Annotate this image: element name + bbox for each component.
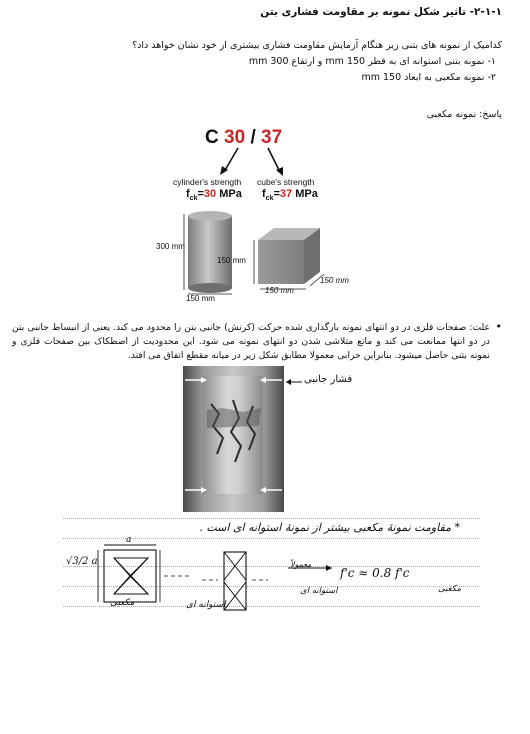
answer-text: پاسخ: نمونه مکعبی <box>426 109 502 120</box>
cyl-arrow <box>224 148 238 172</box>
dim-cyl-diameter: 150 mm <box>186 294 215 303</box>
hand-formula-sub-right: مکعبی <box>438 584 461 594</box>
handwritten-note: * مقاومت نمونۀ مکعبی بیشتر از نمونۀ استوانه ای است . <box>199 521 460 534</box>
specimen-photo <box>183 366 284 512</box>
dim-cube-width: 150 mm <box>265 286 294 295</box>
cube-strength: $f_{ck}=37$ MPa <box>262 188 318 203</box>
hand-left-label: √3/2 a <box>66 556 98 567</box>
hand-formula-sub-left: استوانه ای <box>300 586 338 596</box>
bullet-dot: • <box>495 320 502 333</box>
question-text: کدامیک از نمونه های بتنی زیر هنگام آزمایش مقاومت فشاری بیشتری از خود نشان خواهد داد؟ <box>132 40 502 51</box>
cyl-value: 30 <box>224 127 246 148</box>
class-slash: / <box>250 127 256 148</box>
dim-cyl-height: 300 mm <box>156 242 185 251</box>
cube-arrow <box>268 148 280 172</box>
cube-front <box>258 240 304 284</box>
cyl-caption: cylinder's strength <box>173 177 242 187</box>
cylinder-top <box>188 211 232 221</box>
class-prefix: C <box>205 127 219 148</box>
cube-caption: cube's strength <box>257 177 315 187</box>
hand-cyl-word: استوانه ای <box>186 600 226 610</box>
section-title: ۲-۱-۱- تاثیر شکل نمونه بر مقاومت فشاری بتن <box>260 6 502 18</box>
hand-formula: f'c ≈ 0.8 f'c <box>340 566 410 580</box>
dim-cube-height: 150 mm <box>217 256 246 265</box>
option-1: ۱- نمونه بتنی استوانه ای به قطر 150 mm و ارتفاع 300 mm <box>248 56 496 67</box>
hand-top-label: a <box>126 535 132 545</box>
option-2: ۲- نمونه مکعبی به ابعاد 150 mm <box>361 72 496 83</box>
hand-cube-word: مکعبی <box>110 598 135 608</box>
hand-formula-word: معمولاً <box>290 560 312 569</box>
dim-cube-depth: 150 mm <box>320 276 349 285</box>
cyl-strength: $f_{ck}=30$ MPa <box>186 188 242 203</box>
photo-label: فشار جانبی <box>304 374 353 385</box>
cylinder-body <box>188 216 232 288</box>
cube-value: 37 <box>261 127 283 148</box>
lateral-pressure-arrow <box>284 376 304 388</box>
explanation-text: علت: صفحات فلزی در دو انتهای نمونه بارگذاری شده حرکت (کرنش) جانبی بتن را محدود می کند. یعنی از انبساط جانبی بتن در دو انتها ممانعت می کند و مانع متلاشی شدن دو انتهای نمونه می شود. این محدودیت از اصطکاک بین صفحات فلزی و نمونه بتنی حاصل میشود. بنابراین خرابی معمولا مطابق شکل زیر در میانه مقطع اتفاق می افتد. <box>12 322 490 361</box>
